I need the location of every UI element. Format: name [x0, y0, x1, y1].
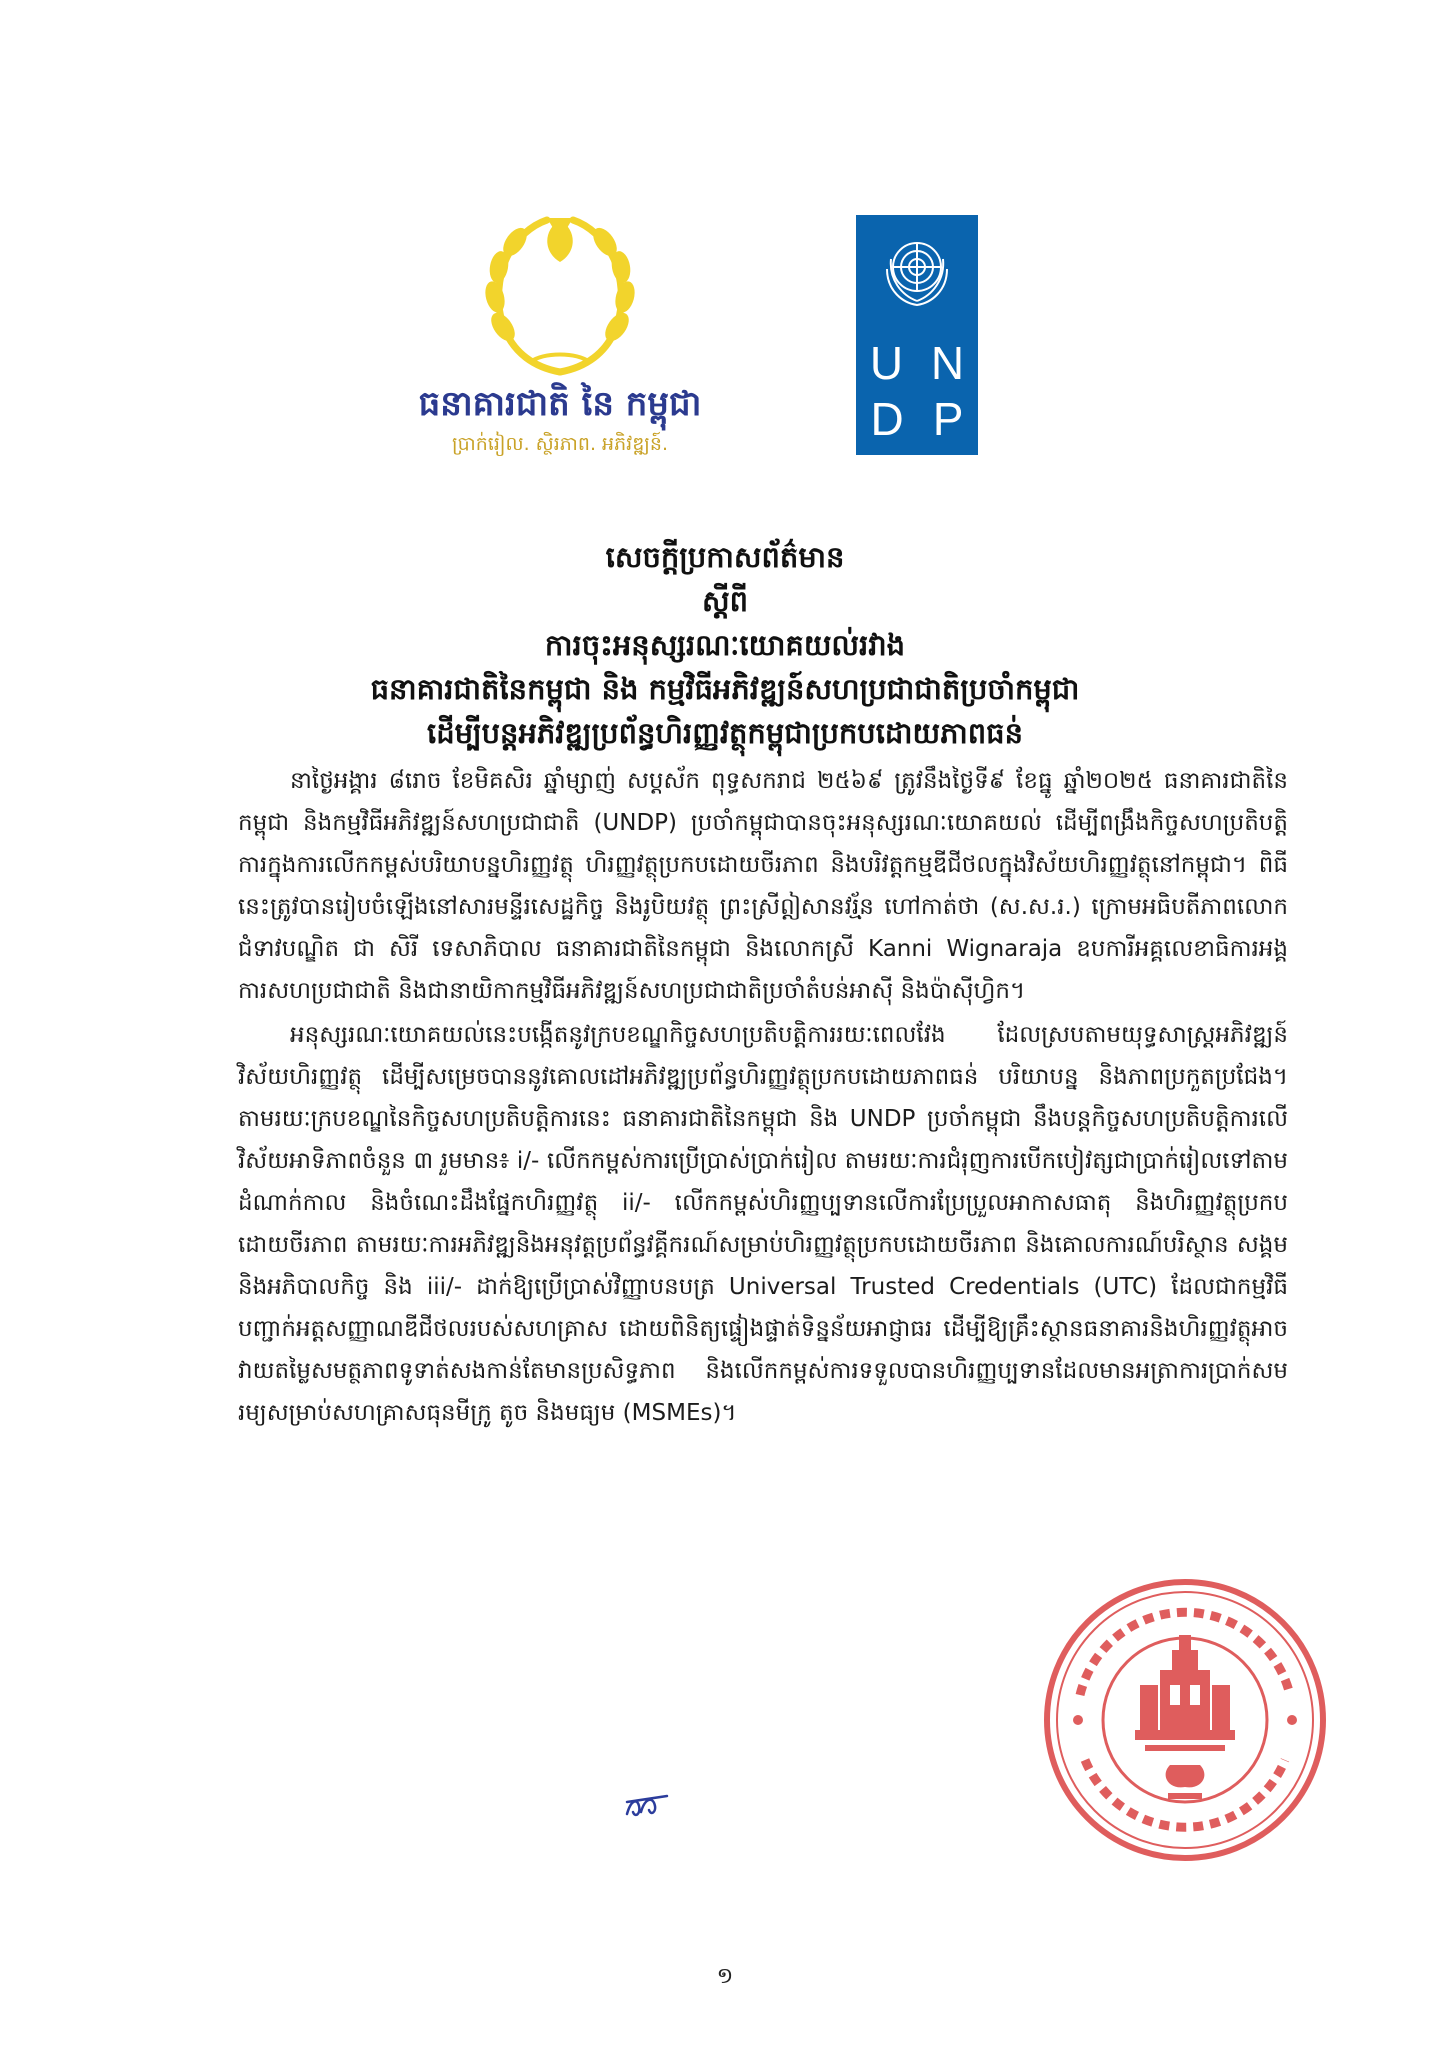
undp-letter: U: [869, 337, 904, 389]
handwritten-initial-icon: [623, 1792, 671, 1822]
nbc-laurel-wreath-icon: [485, 212, 635, 377]
title-purpose: ដើម្បីបន្តអភិវឌ្ឍប្រព័ន្ធហិរញ្ញវត្ថុកម្ពុជាប្រកបដោយភាពធន់: [426, 716, 1023, 750]
title-mou-signing: ការចុះអនុស្សរណៈយោគយល់រវាង: [544, 628, 906, 662]
body-paragraph-2: អនុស្សរណៈយោគយល់នេះបង្កើតនូវក្របខណ្ឌកិច្ចសហប្រតិបត្តិការរយៈពេលវែង ដែលស្របតាមយុទ្ធសាស្ត្រអភិវឌ្ឍន៍វិស័យហិរញ្ញវត្ថុ ដើម្បីសម្រេចបាននូវគោលដៅអភិវឌ្ឍប្រព័ន្ធហិរញ្ញវត្ថុប្រកបដោយភាពធន់ បរិយាបន្ន និងភាពប្រកួតប្រជែង។ តាមរយៈក្របខណ្ឌនៃកិច្ចសហប្រតិបត្តិការនេះ ធនាគារជាតិនៃកម្ពុជា និង UNDP ប្រចាំកម្ពុជា នឹងបន្តកិច្ចសហប្រតិបត្តិការលើវិស័យអាទិភាពចំនួន ៣ រួមមាន៖ i/- លើកកម្ពស់ការប្រើប្រាស់ប្រាក់រៀល តាមរយៈការជំរុញការបើកបៀវត្សជាប្រាក់រៀលទៅតាមដំណាក់កាល និងចំណេះដឹងផ្នែកហិរញ្ញវត្ថុ ii/- លើកកម្ពស់ហិរញ្ញប្បទានលើការប្រែប្រួលអាកាសធាតុ និងហិរញ្ញវត្ថុប្រកបដោយចីរភាព តាមរយៈការអភិវឌ្ឍនិងអនុវត្តប្រព័ន្ធវគ្គីករណ៍សម្រាប់ហិរញ្ញវត្ថុប្រកបដោយចីរភាព និងគោលការណ៍បរិស្ថាន សង្គម និងអភិបាលកិច្ច និង iii/- ដាក់ឱ្យប្រើប្រាស់វិញ្ញាបនបត្រ Universal Trusted Credentials (UTC) ដែលជាកម្មវិធីបញ្ជាក់អត្តសញ្ញាណឌីជីថលរបស់សហគ្រាស ដោយពិនិត្យផ្ទៀងផ្ទាត់ទិន្នន័យអាជ្ញាធរ ដើម្បីឱ្យគ្រឹះស្ថានធនាគារនិងហិរញ្ញវត្ថុអាចវាយតម្លៃសមត្ថភាពទូទាត់សងកាន់តែមានប្រសិទ្ធភាព និងលើកកម្ពស់ការទទួលបានហិរញ្ញប្បទានដែលមានអត្រាការប្រាក់សមរម្យសម្រាប់សហគ្រាសធុនមីក្រូ តូច និងមធ្យម (MSMEs)។: [238, 1022, 1288, 1426]
title-parties: ធនាគារជាតិនៃកម្ពុជា និង កម្មវិធីអភិវឌ្ឍន៍សហប្រជាជាតិប្រចាំកម្ពុជា: [370, 672, 1080, 706]
nbc-red-official-seal-icon: [1040, 1575, 1330, 1865]
title-press-release: សេចក្តីប្រកាសព័ត៌មាន: [605, 540, 845, 574]
undp-letter: D: [870, 393, 904, 445]
title-regarding: ស្តីពី: [701, 584, 749, 618]
undp-letter: P: [932, 393, 964, 445]
body-paragraph-1: នាថ្ងៃអង្គារ ៨រោច ខែមិគសិរ ឆ្នាំម្សាញ់ សប្តស័ក ពុទ្ធសករាជ ២៥៦៩ ត្រូវនឹងថ្ងៃទី៩ ខែធ្នូ ឆ្នាំ២០២៥ ធនាគារជាតិនៃកម្ពុជា និងកម្មវិធីអភិវឌ្ឍន៍សហប្រជាជាតិ (UNDP) ប្រចាំកម្ពុជាបានចុះអនុស្សរណៈយោគយល់ ដើម្បីពង្រឹងកិច្ចសហប្រតិបត្តិការក្នុងការលើកកម្ពស់បរិយាបន្នហិរញ្ញវត្ថុ ហិរញ្ញវត្ថុប្រកបដោយចីរភាព និងបរិវត្តកម្មឌីជីថលក្នុងវិស័យហិរញ្ញវត្ថុនៅកម្ពុជា។ ពិធីនេះត្រូវបានរៀបចំឡើងនៅសារមន្ទីរសេដ្ឋកិច្ច និងរូបិយវត្ថុ ព្រះស្រីឦសានវរ្ម័ន ហៅកាត់ថា (ស.ស.រ.) ក្រោមអធិបតីភាពលោកជំទាវបណ្ឌិត ជា សិរី ទេសាភិបាល ធនាគារជាតិនៃកម្ពុជា និងលោកស្រី Kanni Wignaraja ឧបការីអគ្គលេខាធិការអង្គការសហប្រជាជាតិ និងជានាយិកាកម្មវិធីអភិវឌ្ឍន៍សហប្រជាជាតិប្រចាំតំបន់អាស៊ី និងប៉ាស៊ីហ្វិក។: [238, 768, 1288, 1004]
press-release-body: [238, 760, 1288, 1436]
undp-letter: N: [930, 337, 965, 389]
nbc-name: ធនាគារជាតិ នៃ កម្ពុជា: [418, 384, 702, 424]
nbc-motto: ប្រាក់រៀល. ស្ថិរភាព. អភិវឌ្ឍន៍.: [451, 433, 669, 455]
undp-logo: [856, 215, 978, 455]
un-globe-emblem-icon: [877, 229, 957, 309]
press-release-titles: [240, 535, 1210, 755]
page-number: ១: [716, 1964, 734, 1989]
undp-wordmark: [856, 335, 978, 447]
nbc-logo: [370, 212, 750, 462]
